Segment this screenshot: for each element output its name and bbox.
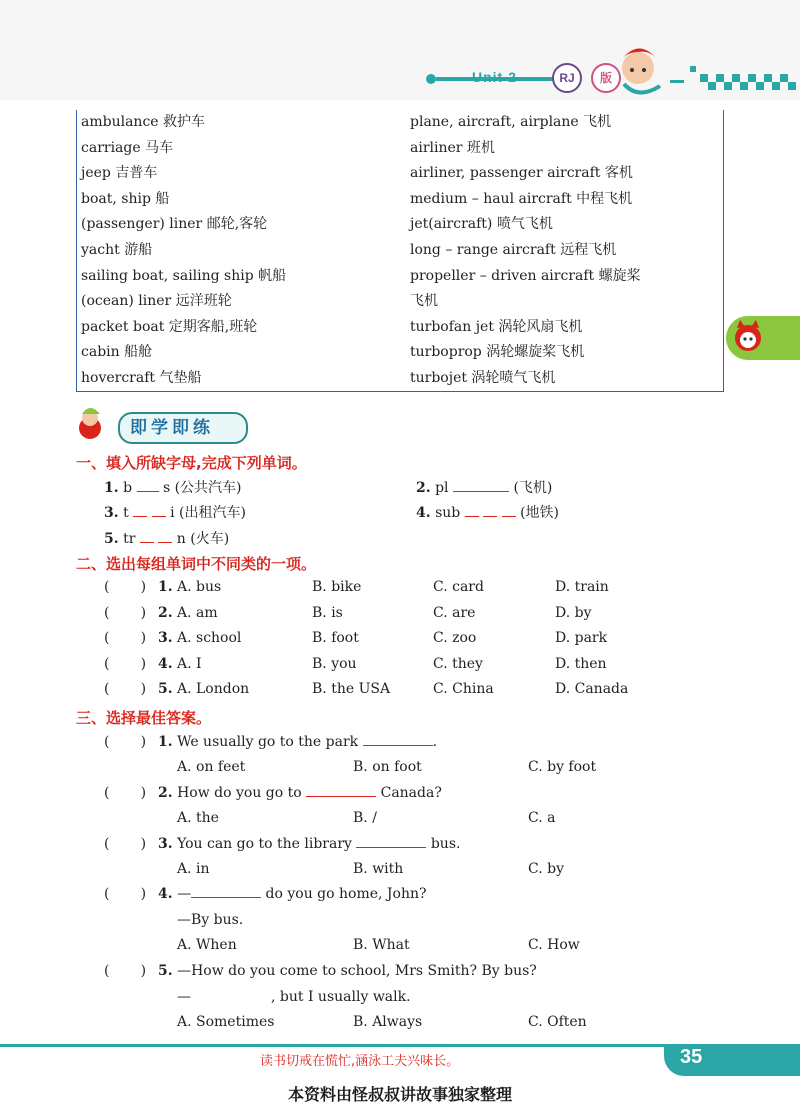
vocab-column-left — [81, 110, 286, 392]
option-d: D. park — [555, 630, 608, 646]
option-b: B. bike — [312, 579, 362, 595]
s1-q5 — [104, 528, 229, 548]
vocab-item: cabin 船舱 — [81, 344, 153, 361]
side-tab — [726, 316, 800, 360]
question-number: 1. — [158, 579, 173, 595]
s1-q3 — [104, 502, 246, 522]
option-b: B. you — [312, 656, 357, 672]
question-number: 5. — [104, 531, 119, 547]
answer-paren[interactable]: ( ) — [104, 605, 147, 621]
question-number: 4. — [158, 886, 173, 902]
word-fragment: pl — [435, 480, 449, 496]
dialogue-line — [177, 989, 411, 1005]
option-d: D. train — [555, 579, 609, 595]
letter-blank[interactable] — [483, 516, 497, 517]
header-dot — [426, 74, 436, 84]
option-a: A. on feet — [177, 759, 246, 775]
s1-q2 — [416, 477, 552, 497]
answer-blank[interactable] — [191, 897, 261, 898]
s1-q1 — [104, 477, 242, 497]
option-a: A. Sometimes — [177, 1014, 275, 1030]
vocab-item: airliner, passenger aircraft 客机 — [410, 165, 633, 182]
option-a: A. bus — [177, 579, 222, 595]
answer-paren[interactable]: ( ) — [104, 886, 147, 902]
question-text: do you go home, John? — [265, 886, 427, 902]
option-c: C. by — [528, 861, 564, 877]
option-a: A. am — [177, 605, 218, 621]
option-c: C. a — [528, 810, 556, 826]
fox-mascot-icon — [726, 316, 800, 360]
word-meaning: (出租汽车) — [179, 505, 246, 521]
header-decoration — [0, 0, 800, 100]
word-fragment: b — [123, 480, 133, 496]
question-text: Canada? — [380, 785, 442, 801]
answer-paren[interactable]: ( ) — [104, 785, 147, 801]
vocab-column-right — [410, 110, 641, 392]
question-text: , but I usually walk. — [271, 989, 411, 1005]
question-text: We usually go to the park — [177, 734, 359, 750]
word-fragment: sub — [435, 505, 461, 521]
letter-blank[interactable] — [133, 516, 147, 517]
option-a: A. school — [177, 630, 242, 646]
question-number: 2. — [158, 605, 173, 621]
letter-blank[interactable] — [465, 516, 479, 517]
word-meaning: (地铁) — [520, 505, 559, 521]
vocab-item: packet boat 定期客船,班轮 — [81, 318, 258, 335]
letter-blank[interactable] — [140, 542, 154, 543]
answer-paren[interactable]: ( ) — [104, 734, 147, 750]
question-text: bus. — [430, 836, 461, 852]
word-fragment: n — [176, 531, 186, 547]
s3-q1-stem — [158, 734, 437, 750]
vocab-item: airliner 班机 — [410, 139, 495, 156]
option-c: C. they — [433, 656, 483, 672]
page-number: 35 — [680, 1046, 703, 1068]
question-text: — — [177, 989, 191, 1005]
option-a: A. in — [177, 861, 210, 877]
option-b: B. the USA — [312, 681, 391, 697]
question-number: 4. — [158, 656, 173, 672]
word-fragment: s — [162, 480, 171, 496]
checker-pattern — [670, 66, 796, 90]
question-text: You can go to the library — [177, 836, 352, 852]
option-d: D. then — [555, 656, 607, 672]
word-meaning: (飞机) — [513, 480, 553, 496]
answer-blank[interactable] — [191, 1000, 271, 1001]
option-c: C. zoo — [433, 630, 477, 646]
edition-badge-rj: RJ — [552, 63, 582, 93]
vocab-item: long – range aircraft 远程飞机 — [410, 241, 617, 258]
credit-line: 本资料由怪叔叔讲故事独家整理 — [287, 1085, 512, 1104]
option-c: C. by foot — [528, 759, 597, 775]
letter-blank[interactable] — [158, 542, 172, 543]
word-fragment: tr — [123, 531, 136, 547]
vocab-item: jeep 吉普车 — [81, 165, 158, 182]
vocab-item: carriage 马车 — [81, 139, 174, 156]
option-b: B. / — [353, 810, 377, 826]
option-a: A. the — [177, 810, 219, 826]
option-c: C. How — [528, 937, 580, 953]
option-b: B. with — [353, 861, 404, 877]
vocab-item: ambulance 救护车 — [81, 114, 206, 130]
option-c: C. Often — [528, 1014, 587, 1030]
letter-blank[interactable] — [152, 516, 166, 517]
vocab-item: turbofan jet 涡轮风扇飞机 — [410, 318, 583, 335]
answer-blank[interactable] — [356, 847, 426, 848]
section3-title: 三、选择最佳答案。 — [76, 709, 212, 727]
section1-title: 一、填入所缺字母,完成下列单词。 — [76, 454, 307, 472]
section2-title: 二、选出每组单词中不同类的一项。 — [76, 555, 317, 573]
vocab-item: hovercraft 气垫船 — [81, 369, 202, 386]
edition-badge-ban: 版 — [591, 63, 621, 93]
answer-paren[interactable]: ( ) — [104, 681, 147, 697]
answer-blank[interactable] — [363, 745, 433, 746]
unit-label: Unit 2 — [472, 69, 517, 85]
letter-blank[interactable] — [502, 516, 516, 517]
option-c: C. China — [433, 681, 494, 697]
question-number: 3. — [104, 505, 119, 521]
option-c: C. are — [433, 605, 476, 621]
question-text: . — [432, 734, 438, 750]
letter-blank[interactable] — [137, 491, 159, 492]
answer-paren[interactable]: ( ) — [104, 836, 147, 852]
s3-q5-stem — [158, 963, 537, 979]
question-number: 1. — [158, 734, 173, 750]
question-text: —How do you come to school, Mrs Smith? By bus? — [177, 963, 537, 979]
option-c: C. card — [433, 579, 484, 595]
option-d: D. by — [555, 605, 592, 621]
word-meaning: (火车) — [190, 531, 230, 547]
question-number: 2. — [416, 480, 431, 496]
answer-blank[interactable] — [306, 796, 376, 797]
s3-q2-stem — [158, 785, 442, 801]
vocab-item: (ocean) liner 远洋班轮 — [81, 293, 232, 310]
letter-blank[interactable] — [453, 491, 509, 492]
option-b: B. What — [353, 937, 410, 953]
question-number: 4. — [416, 505, 431, 521]
answer-paren[interactable]: ( ) — [104, 963, 147, 979]
vocab-item: sailing boat, sailing ship 帆船 — [81, 267, 287, 284]
vocab-item: propeller – driven aircraft 螺旋桨 — [410, 267, 641, 284]
question-number: 2. — [158, 785, 173, 801]
vocab-item: yacht 游船 — [81, 241, 153, 258]
vocab-item: boat, ship 船 — [81, 190, 170, 207]
vocab-item: 飞机 — [410, 293, 438, 310]
vocab-table — [76, 110, 724, 392]
option-b: B. Always — [353, 1014, 423, 1030]
option-b: B. is — [312, 605, 343, 621]
s3-q4-stem — [158, 886, 427, 902]
question-number: 3. — [158, 836, 173, 852]
option-b: B. on foot — [353, 759, 422, 775]
option-d: D. Canada — [555, 681, 629, 697]
s3-q3-stem — [158, 836, 460, 852]
vocab-item: turbojet 涡轮喷气飞机 — [410, 369, 556, 386]
word-fragment: i — [170, 505, 175, 521]
vocab-item: jet(aircraft) 喷气飞机 — [410, 216, 553, 233]
question-text: — — [177, 886, 192, 902]
answer-paren[interactable]: ( ) — [104, 630, 147, 646]
footer-motto: 读书切戒在慌忙,涵泳工夫兴味长。 — [260, 1054, 460, 1069]
vocab-item: (passenger) liner 邮轮,客轮 — [81, 216, 268, 233]
option-b: B. foot — [312, 630, 359, 646]
vocab-item: medium – haul aircraft 中程飞机 — [410, 190, 633, 207]
question-text: How do you go to — [177, 785, 302, 801]
question-number: 5. — [158, 963, 173, 979]
option-a: A. I — [177, 656, 202, 672]
practice-mascot-icon — [74, 402, 118, 442]
dialogue-line: —By bus. — [177, 912, 244, 928]
question-number: 3. — [158, 630, 173, 646]
vocab-item: turboprop 涡轮螺旋桨飞机 — [410, 344, 585, 361]
question-number: 1. — [104, 480, 119, 496]
vocab-item: plane, aircraft, airplane 飞机 — [410, 114, 612, 130]
question-number: 5. — [158, 681, 173, 697]
option-a: A. When — [177, 937, 237, 953]
option-a: A. London — [177, 681, 250, 697]
word-meaning: (公共汽车) — [174, 480, 242, 496]
answer-paren[interactable]: ( ) — [104, 579, 147, 595]
practice-heading: 即学即练 — [118, 412, 248, 444]
mascot-girl-icon — [620, 48, 660, 92]
word-fragment: t — [123, 505, 129, 521]
answer-paren[interactable]: ( ) — [104, 656, 147, 672]
s1-q4 — [416, 502, 559, 522]
